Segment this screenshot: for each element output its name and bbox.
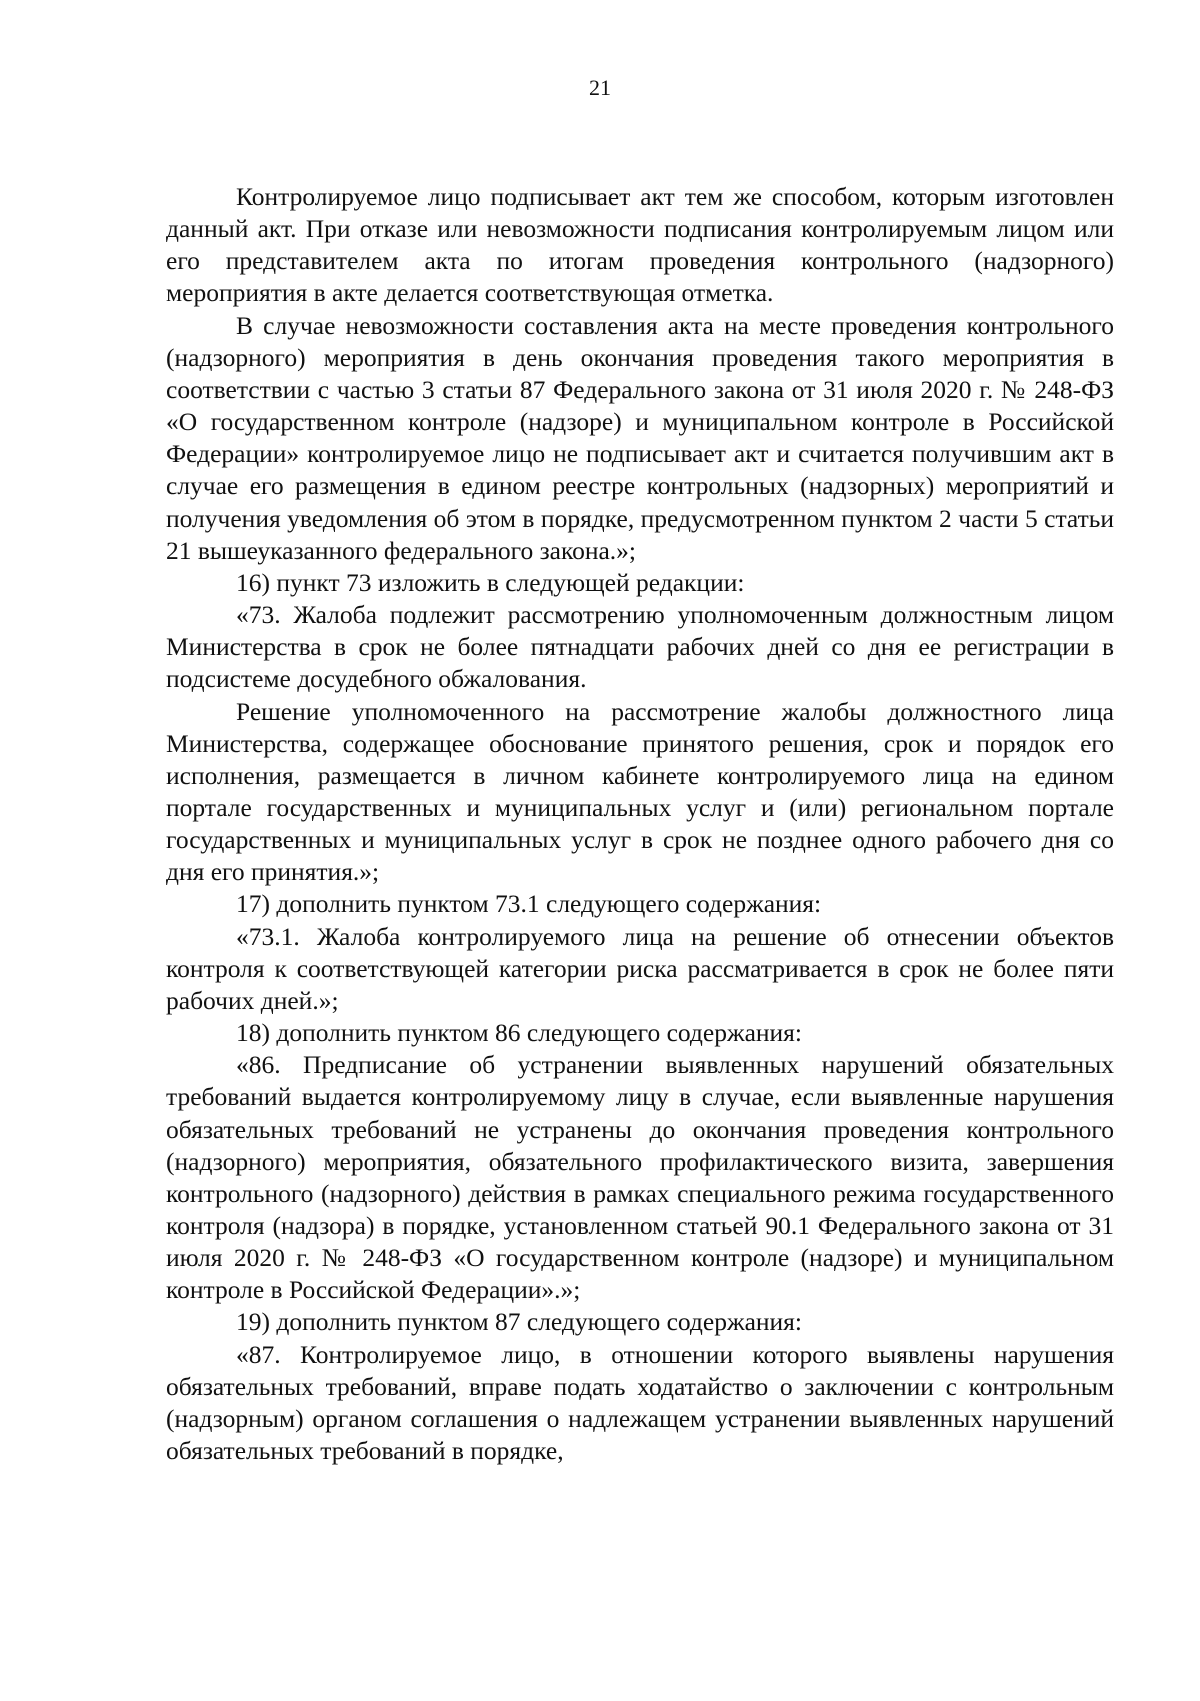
paragraph-86: «86. Предписание об устранении выявленных нарушений обязательных требований выдается контролируемому лицу в случае, если выявленные нарушения обязательных требований не устранены до окончания проведения контрольного (надзорного) мероприятия, обязательного профилактического визита, завершения контрольного (надзорного) действия в рамках специального режима государственного контроля (надзора) в порядке, установленном статьей 90.1 Федерального закона от 31 июля 2020 г. № 248-ФЗ «О государственном контроле (надзоре) и муниципальном контроле в Российской Федерации».»;	[166, 1050, 1114, 1305]
paragraph-73: «73. Жалоба подлежит рассмотрению уполномоченным должностным лицом Министерства в срок не более пятнадцати рабочих дней со дня ее регистрации в подсистеме досудебного обжалования.	[166, 600, 1114, 694]
paragraph-act-signing: Контролируемое лицо подписывает акт тем же способом, которым изготовлен данный акт. При отказе или невозможности подписания контролируемым лицом или его представителем акта по итогам проведения контрольного (надзорного) мероприятия в акте делается соответствующая отметка.	[166, 182, 1114, 308]
item-18: 18) дополнить пунктом 86 следующего содержания:	[236, 1018, 802, 1048]
paragraph-impossibility-of-act: В случае невозможности составления акта на месте проведения контрольного (надзорного) мероприятия в день окончания проведения такого мероприятия в соответствии с частью 3 статьи 87 Федерального закона от 31 июля 2020 г. № 248-ФЗ «О государственном контроле (надзоре) и муниципальном контроле в Российской Федерации» контролируемое лицо не подписывает акт и считается получившим акт в случае его размещения в едином реестре контрольных (надзорных) мероприятий и получения уведомления об этом в порядке, предусмотренном пунктом 2 части 5 статьи 21 вышеуказанного федерального закона.»;	[166, 310, 1114, 565]
document-body	[166, 181, 1114, 1467]
item-16: 16) пункт 73 изложить в следующей редакции:	[236, 567, 745, 597]
paragraph-73-1: «73.1. Жалоба контролируемого лица на решение об отнесении объектов контроля к соответствующей категории риска рассматривается в срок не более пяти рабочих дней.»;	[166, 921, 1114, 1015]
item-19: 19) дополнить пунктом 87 следующего содержания:	[236, 1307, 802, 1337]
paragraph-87: «87. Контролируемое лицо, в отношении которого выявлены нарушения обязательных требований, вправе подать ходатайство о заключении с контрольным (надзорным) органом соглашения о надлежащем устранении выявленных нарушений обязательных требований в порядке,	[166, 1339, 1114, 1466]
paragraph-complaint-decision: Решение уполномоченного на рассмотрение жалобы должностного лица Министерства, содержащее обоснование принятого решения, срок и порядок его исполнения, размещается в личном кабинете контролируемого лица на едином портале государственных и муниципальных услуг и (или) региональном портале государственных и муниципальных услуг в срок не позднее одного рабочего дня со дня его принятия.»;	[166, 696, 1114, 887]
item-17: 17) дополнить пунктом 73.1 следующего содержания:	[236, 889, 822, 919]
page-number: 21	[589, 75, 611, 100]
